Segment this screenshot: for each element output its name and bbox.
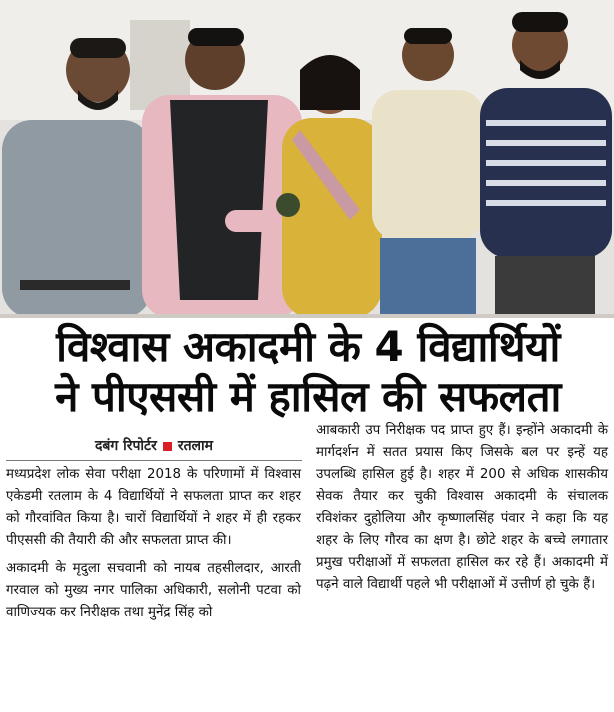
paragraph: आबकारी उप निरीक्षक पद प्राप्त हुए हैं। इन्होंने अकादमी के मार्गदर्शन में सतत प्रयास किए जिसके बल पर इन्हें यह उपलब्धि हासिल हुई है। शहर में 200 से अधिक शासकीय सेवक तैयार कर चुकी विश्वास अकादमी के संचालक रविशंकर दुहोलिया और कृष्णालसिंह पंवार ने कहा कि यह शहर के लिए गौरव का क्षण है। छोटे शहर के बच्चे लगातार प्रमुख परीक्षाओं में सफलता हासिल कर रहे हैं। अकादमी में पढ़ने वाले विद्यार्थी पहले भी परीक्षाओं में उत्तीर्ण हो चुके हैं। [316,423,608,592]
headline [8,322,608,422]
paragraph: मध्यप्रदेश लोक सेवा परीक्षा 2018 के परिणामों में विश्वास एकेडमी रतलाम के 4 विद्यार्थियों ने सफलता प्राप्त कर शहर को गौरवांवित किया है। चारों विद्यार्थियों ने शहर में ही रहकर पीएससी की तैयारी की और सफलता प्राप्त की। [6,467,301,548]
paragraph: अकादमी के मृदुला सचवानी को नायब तहसीलदार, आरती गरवाल को मुख्य नगर पालिका अधिकारी, सलोनी पटवा को वाणिज्यक कर निरीक्षक तथा मुनेंद्र सिंह को [6,561,301,620]
article-column-1 [6,464,301,630]
headline-line-1: विश्वास अकादमी के 4 विद्यार्थियों [56,322,560,371]
byline-reporter: दबंग रिपोर्टर [94,438,157,454]
red-square-icon [163,442,172,451]
byline [6,436,302,461]
headline-line-2: ने पीएससी में हासिल की सफलता [55,372,561,421]
article-column-2 [316,420,608,602]
byline-city: रतलाम [177,438,214,454]
news-photo [0,0,614,318]
group-photo-illustration [0,0,614,318]
